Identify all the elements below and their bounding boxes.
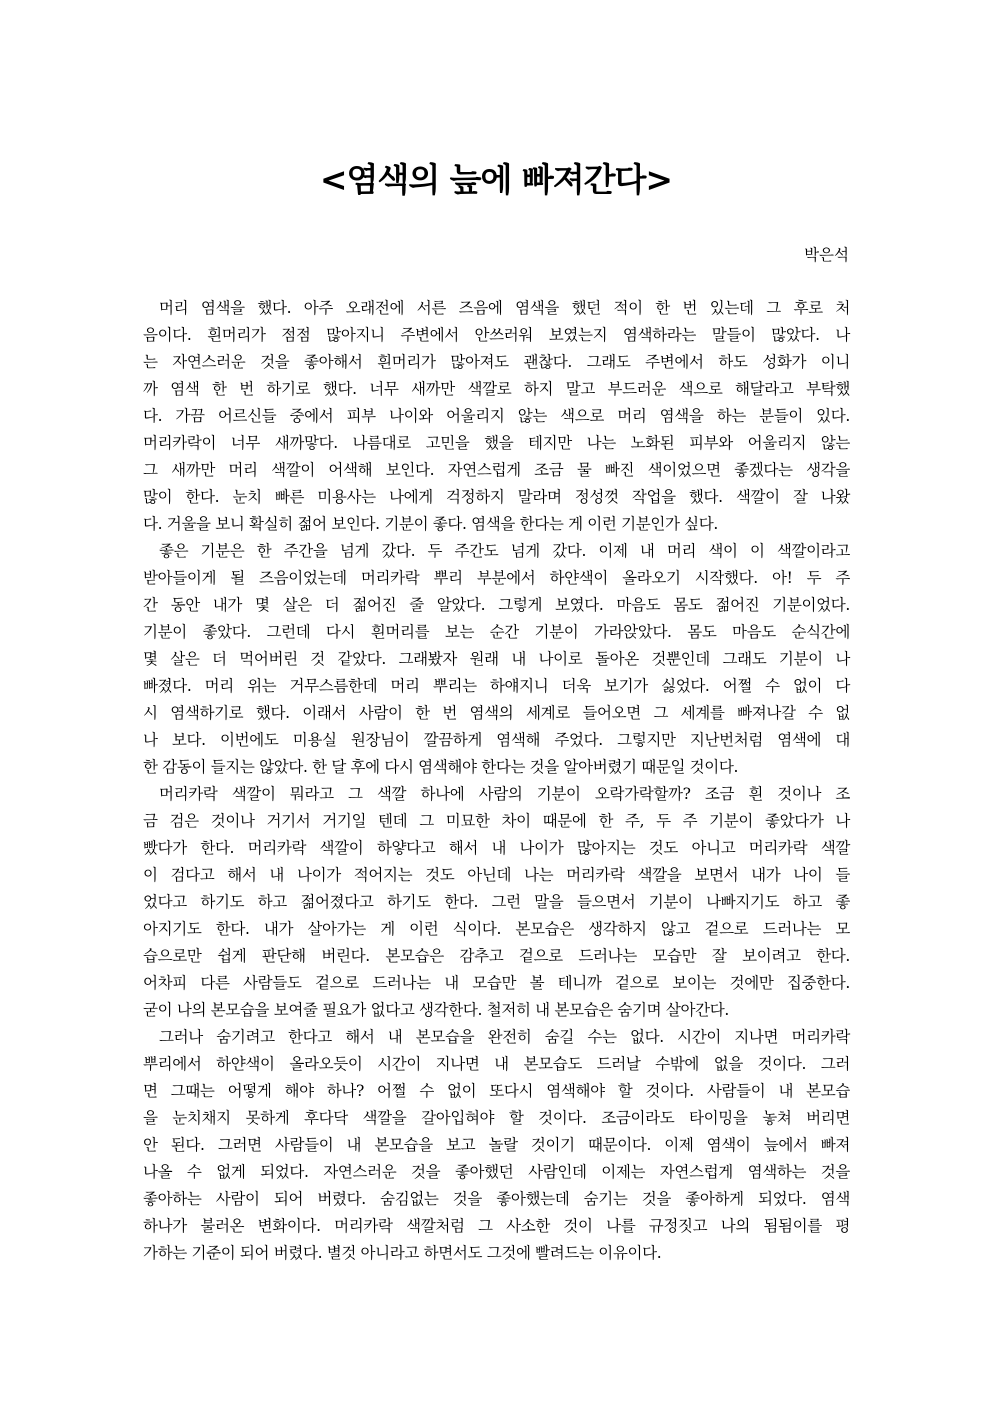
text-line: 었다고 하기도 하고 젊어졌다고 하기도 한다. 그런 말을 들으면서 기분이 나빠지기도 하고 좋 [143, 893, 850, 911]
text-line: 을 눈치채지 못하게 후다닥 색깔을 갈아입혀야 할 것이다. 조금이라도 타이밍을 놓쳐 버리면 [143, 1109, 850, 1127]
text-line: 나올 수 없게 되었다. 자연스러운 것을 좋아했던 사람인데 이제는 자연스럽게 염색하는 것을 [143, 1163, 850, 1181]
text-line: 그러나 숨기려고 한다고 해서 내 본모습을 완전히 숨길 수는 없다. 시간이 지나면 머리카락 [159, 1028, 850, 1046]
text-line: 빴다가 한다. 머리카락 색깔이 하얗다고 해서 내 나이가 많아지는 것도 아니고 머리카락 색깔 [143, 839, 850, 857]
essay-body [143, 295, 850, 1267]
text-line: 금 검은 것이나 거기서 거기일 텐데 그 미묘한 차이 때문에 한 주, 두 주 기분이 좋았다가 나 [143, 812, 850, 830]
paragraph [143, 295, 850, 538]
text-line: 그 새까만 머리 색깔이 어색해 보인다. 자연스럽게 조금 물 빠진 색이었으면 좋겠다는 생각을 [143, 461, 850, 479]
text-line: 받아들이게 될 즈음이었는데 머리카락 뿌리 부분에서 하얀색이 올라오기 시작했다. 아! 두 주 [143, 569, 850, 587]
text-line: 좋은 기분은 한 주간을 넘게 갔다. 두 주간도 넘게 갔다. 이제 내 머리 색이 이 색깔이라고 [159, 542, 850, 560]
text-line: 습으로만 쉽게 판단해 버린다. 본모습은 감추고 겉으로 드러나는 모습만 잘 보이려고 한다. [143, 947, 850, 965]
paragraph [143, 1024, 850, 1267]
text-line: 이 검다고 해서 내 나이가 적어지는 것도 아닌데 나는 머리카락 색깔을 보면서 내가 나이 들 [143, 866, 850, 884]
text-line: 는 자연스러운 것을 좋아해서 흰머리가 많아져도 괜찮다. 그래도 주변에서 하도 성화가 이니 [143, 353, 850, 371]
text-line: 기분이 좋았다. 그런데 다시 흰머리를 보는 순간 기분이 가라앉았다. 몸도 마음도 순식간에 [143, 623, 850, 641]
text-line: 많이 한다. 눈치 빠른 미용사는 나에게 걱정하지 말라며 정성껏 작업을 했다. 색깔이 잘 나왔 [143, 488, 850, 506]
text-line: 뿌리에서 하얀색이 올라오듯이 시간이 지나면 내 본모습도 드러날 수밖에 없을 것이다. 그러 [143, 1055, 850, 1073]
text-line: 머리카락이 너무 새까맣다. 나름대로 고민을 했을 테지만 나는 노화된 피부와 어울리지 않는 [143, 434, 850, 452]
text-line: 까 염색 한 번 하기로 했다. 너무 새까만 색깔로 하지 말고 부드러운 색으로 해달라고 부탁했 [143, 380, 850, 398]
text-line: 굳이 나의 본모습을 보여줄 필요가 없다고 생각한다. 철저히 내 본모습은 숨기며 살아간다. [143, 1001, 729, 1019]
text-line: 다. 거울을 보니 확실히 젊어 보인다. 기분이 좋다. 염색을 한다는 게 이런 기분인가 싶다. [143, 515, 718, 533]
text-line: 아지기도 한다. 내가 살아가는 게 이런 식이다. 본모습은 생각하지 않고 겉으로 드러나는 모 [143, 920, 850, 938]
author-name: 박은석 [804, 246, 849, 264]
text-line: 나 보다. 이번에도 미용실 원장님이 깔끔하게 염색해 주었다. 그렇지만 지난번처럼 염색에 대 [143, 731, 850, 749]
text-line: 머리카락 색깔이 뭐라고 그 색깔 하나에 사람의 기분이 오락가락할까? 조금 흰 것이나 조 [159, 785, 850, 803]
document-title: <염색의 늪에 빠져간다> [319, 160, 673, 199]
text-line: 좋아하는 사람이 되어 버렸다. 숨김없는 것을 좋아했는데 숨기는 것을 좋아하게 되었다. 염색 [143, 1190, 850, 1208]
paragraph [143, 538, 850, 781]
text-line: 어차피 다른 사람들도 겉으로 드러나는 내 모습만 볼 테니까 겉으로 보이는 것에만 집중한다. [143, 974, 850, 992]
text-line: 가하는 기준이 되어 버렸다. 별것 아니라고 하면서도 그것에 빨려드는 이유이다. [143, 1244, 662, 1262]
text-line: 한 감동이 들지는 않았다. 한 달 후에 다시 염색해야 한다는 것을 알아버렸기 때문일 것이다. [143, 758, 739, 776]
paragraph [143, 781, 850, 1024]
text-line: 다. 가끔 어르신들 중에서 피부 나이와 어울리지 않는 색으로 머리 염색을 하는 분들이 있다. [143, 407, 850, 425]
text-line: 빠졌다. 머리 위는 거무스름한데 머리 뿌리는 하얘지니 더욱 보기가 싫었다. 어쩔 수 없이 다 [143, 677, 850, 695]
text-line: 안 된다. 그러면 사람들이 내 본모습을 보고 놀랄 것이기 때문이다. 이제 염색이 늪에서 빠져 [143, 1136, 850, 1154]
text-line: 머리 염색을 했다. 아주 오래전에 서른 즈음에 염색을 했던 적이 한 번 있는데 그 후로 처 [159, 299, 850, 317]
text-line: 면 그때는 어떻게 해야 하나? 어쩔 수 없이 또다시 염색해야 할 것이다. 사람들이 내 본모습 [143, 1082, 850, 1100]
text-line: 몇 살은 더 먹어버린 것 같았다. 그래봤자 원래 내 나이로 돌아온 것뿐인데 그래도 기분이 나 [143, 650, 850, 668]
text-line: 간 동안 내가 몇 살은 더 젊어진 줄 알았다. 그렇게 보였다. 마음도 몸도 젊어진 기분이었다. [143, 596, 850, 614]
text-line: 음이다. 흰머리가 점점 많아지니 주변에서 안쓰러워 보였는지 염색하라는 말들이 많았다. 나 [143, 326, 850, 344]
text-line: 시 염색하기로 했다. 이래서 사람이 한 번 염색의 세계로 들어오면 그 세계를 빠져나갈 수 없 [143, 704, 850, 722]
text-line: 하나가 불러온 변화이다. 머리카락 색깔처럼 그 사소한 것이 나를 규정짓고 나의 됨됨이를 평 [143, 1217, 850, 1235]
